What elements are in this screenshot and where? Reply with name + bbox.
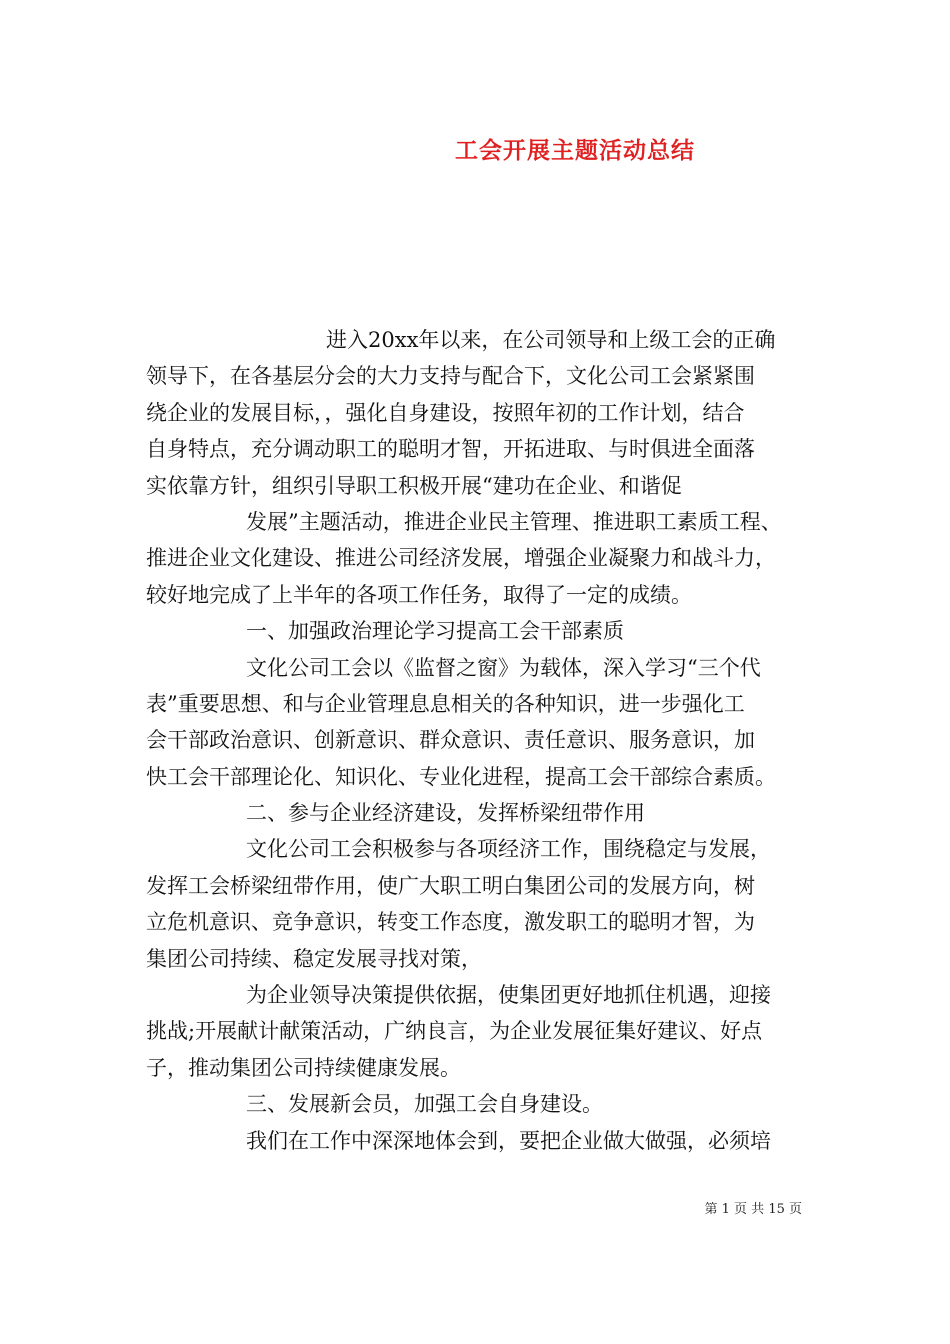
section-heading: 一、加强政治理论学习提高工会干部素质 — [246, 619, 624, 644]
document-body — [146, 322, 826, 1159]
text-line: 我们在工作中深深地体会到，要把企业做大做强，必须培 — [246, 1128, 771, 1153]
text-line: 领导下，在各基层分会的大力支持与配合下，文化公司工会紧紧围 — [146, 364, 755, 389]
page-number: 第 1 页 共 15 页 — [704, 1202, 802, 1217]
text-line: 文化公司工会积极参与各项经济工作，围绕稳定与发展， — [246, 837, 771, 862]
text-line: 发展”主题活动，推进企业民主管理、推进职工素质工程、 — [246, 509, 782, 534]
text-line: 子，推动集团公司持续健康发展。 — [146, 1055, 461, 1080]
text-line: 集团公司持续、稳定发展寻找对策， — [146, 946, 482, 971]
text-line: 推进企业文化建设、推进公司经济发展，增强企业凝聚力和战斗力， — [146, 546, 776, 571]
text-line: 进入20xx年以来，在公司领导和上级工会的正确 — [326, 328, 776, 352]
section-heading: 三、发展新会员，加强工会自身建设。 — [246, 1092, 603, 1117]
text-line: 为企业领导决策提供依据，使集团更好地抓住机遇，迎接 — [246, 983, 771, 1008]
text-line: 立危机意识、竞争意识，转变工作态度，激发职工的聪明才智，为 — [146, 910, 755, 935]
text-line: 发挥工会桥梁纽带作用，使广大职工明白集团公司的发展方向，树 — [146, 873, 755, 898]
text-line: 文化公司工会以《监督之窗》为载体，深入学习“三个代 — [246, 655, 761, 680]
text-line: 会干部政治意识、创新意识、群众意识、责任意识、服务意识，加 — [146, 728, 755, 753]
text-line: 快工会干部理论化、知识化、专业化进程，提高工会干部综合素质。 — [146, 764, 776, 789]
text-line: 较好地完成了上半年的各项工作任务，取得了一定的成绩。 — [146, 582, 692, 607]
text-line: 绕企业的发展目标，，强化自身建设，按照年初的工作计划，结合 — [146, 400, 745, 425]
document-title: 工会开展主题活动总结 — [455, 137, 695, 164]
section-heading: 二、参与企业经济建设，发挥桥梁纽带作用 — [246, 801, 645, 826]
text-line: 实依靠方针，组织引导职工积极开展“建功在企业、和谐促 — [146, 473, 682, 498]
text-line: 自身特点，充分调动职工的聪明才智，开拓进取、与时俱进全面落 — [146, 437, 755, 462]
text-line: 挑战;开展献计献策活动，广纳良言，为企业发展征集好建议、好点 — [146, 1019, 763, 1044]
text-line: 表”重要思想、和与企业管理息息相关的各种知识，进一步强化工 — [146, 691, 745, 716]
